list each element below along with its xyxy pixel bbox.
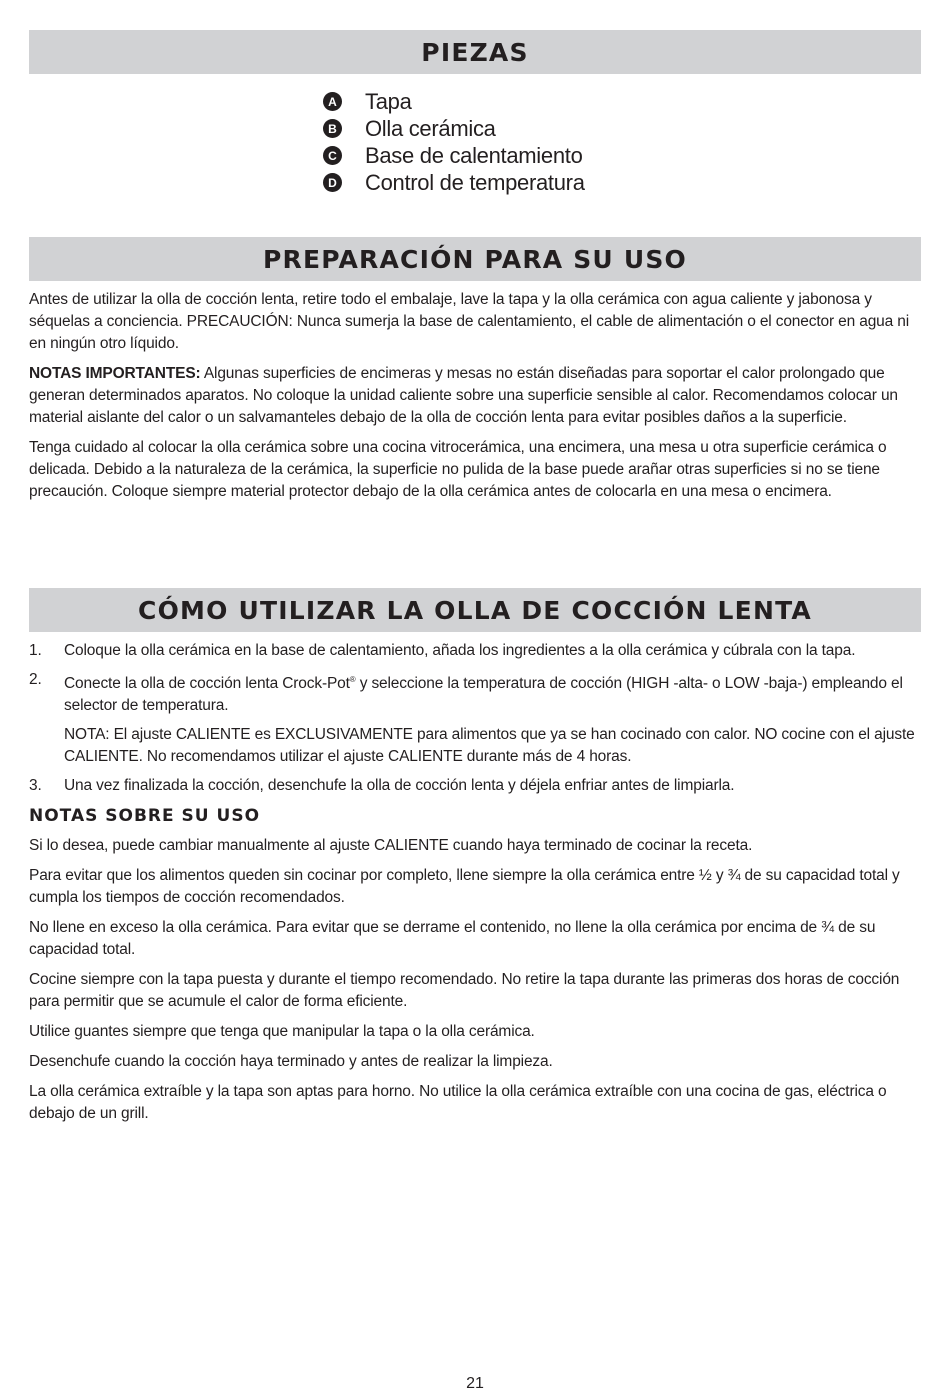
steps-list-continued — [29, 775, 921, 797]
step-item — [29, 775, 921, 797]
parts-list — [323, 88, 585, 196]
registered-mark: ® — [349, 675, 356, 684]
step-number: 2. — [29, 671, 42, 688]
step-text: Una vez finalizada la cocción, desenchufe la olla de cocción lenta y déjela enfriar antes de limpiarla. — [64, 777, 735, 794]
letter-c-badge-icon: C — [323, 146, 342, 165]
usage-note: La olla cerámica extraíble y la tapa son aptas para horno. No utilice la olla cerámica extraíble con una cocina de gas, eléctrica o debajo de un grill. — [29, 1083, 887, 1122]
prep-header — [29, 237, 921, 281]
prep-paragraph-3: Tenga cuidado al colocar la olla cerámica sobre una cocina vitrocerámica, una encimera, una mesa u otra superficie cerámica o delicada. Debido a la naturaleza de la cerámica, la superficie no pulida de la base puede arañar otras superficies si no se tiene precaución. Coloque siempre material protector debajo de la olla cerámica antes de colocarla en una mesa o encimera. — [29, 439, 887, 500]
letter-d-badge-icon: D — [323, 173, 342, 192]
step-text-continued: y seleccione la temperatura de cocción (HIGH -alta- o LOW -baja-) empleando el selector de temperatura. — [64, 675, 903, 714]
usage-note: Para evitar que los alimentos queden sin cocinar por completo, llene siempre la olla cerámica entre ½ y ¾ de su capacidad total y cumpla los tiempos de cocción recomendados. — [29, 867, 900, 906]
part-label: Base de calentamiento — [365, 142, 583, 168]
step-text: Coloque la olla cerámica en la base de calentamiento, añada los ingredientes a la olla cerámica y cúbrala con la tapa. — [64, 642, 856, 659]
part-label: Olla cerámica — [365, 115, 496, 141]
parts-header — [29, 30, 921, 74]
use-title: CÓMO UTILIZAR LA OLLA DE COCCIÓN LENTA — [138, 595, 812, 625]
letter-a-badge-icon: A — [323, 92, 342, 111]
letter-b-badge-icon: B — [323, 119, 342, 138]
step-number: 1. — [29, 642, 42, 659]
part-label: Control de temperatura — [365, 169, 585, 195]
use-body — [29, 640, 921, 1133]
usage-notes-title: NOTAS SOBRE SU USO — [29, 806, 261, 826]
step-item — [29, 669, 921, 717]
part-item — [323, 88, 585, 115]
prep-title: PREPARACIÓN PARA SU USO — [263, 244, 687, 274]
prep-paragraph-2 — [29, 363, 921, 429]
important-notes-label: NOTAS IMPORTANTES: — [29, 365, 201, 382]
step-note: NOTA: El ajuste CALIENTE es EXCLUSIVAMENTE para alimentos que ya se han cocinado con calor. NO cocine con el ajuste CALIENTE. No recomendamos utilizar el ajuste CALIENTE durante más de 4 horas. — [64, 726, 915, 765]
steps-list — [29, 640, 921, 717]
page-number: 21 — [466, 1375, 484, 1392]
parts-title: PIEZAS — [421, 37, 529, 67]
prep-body — [29, 289, 921, 511]
step-number: 3. — [29, 777, 42, 794]
important-notes-text: Algunas superficies de encimeras y mesas no están diseñadas para soportar el calor prolongado que generan determinados aparatos. No coloque la unidad caliente sobre una superficie sensible al calor. Recomendamos colocar un material aislante del calor o un salvamanteles debajo de la olla de cocción lenta para evitar posibles daños a la superficie. — [29, 365, 898, 426]
prep-paragraph-1: Antes de utilizar la olla de cocción lenta, retire todo el embalaje, lave la tapa y la olla cerámica con agua caliente y jabonosa y séquelas a conciencia. PRECAUCIÓN: Nunca sumerja la base de calentamiento, el cable de alimentación o el conector en agua ni en ningún otro líquido. — [29, 291, 910, 352]
usage-note: No llene en exceso la olla cerámica. Para evitar que se derrame el contenido, no llene la olla cerámica por encima de ¾ de su capacidad total. — [29, 919, 876, 958]
step-text: Conecte la olla de cocción lenta Crock-Pot — [64, 675, 350, 692]
usage-note: Utilice guantes siempre que tenga que manipular la tapa o la olla cerámica. — [29, 1023, 535, 1040]
usage-note: Desenchufe cuando la cocción haya terminado y antes de realizar la limpieza. — [29, 1053, 553, 1070]
usage-note: Si lo desea, puede cambiar manualmente al ajuste CALIENTE cuando haya terminado de cocinar la receta. — [29, 837, 753, 854]
part-item — [323, 142, 585, 169]
part-item — [323, 169, 585, 196]
use-header — [29, 588, 921, 632]
usage-note: Cocine siempre con la tapa puesta y durante el tiempo recomendado. No retire la tapa durante las primeras dos horas de cocción para permitir que se acumule el calor de forma eficiente. — [29, 971, 900, 1010]
part-item — [323, 115, 585, 142]
part-label: Tapa — [365, 88, 412, 114]
step-item — [29, 640, 921, 662]
